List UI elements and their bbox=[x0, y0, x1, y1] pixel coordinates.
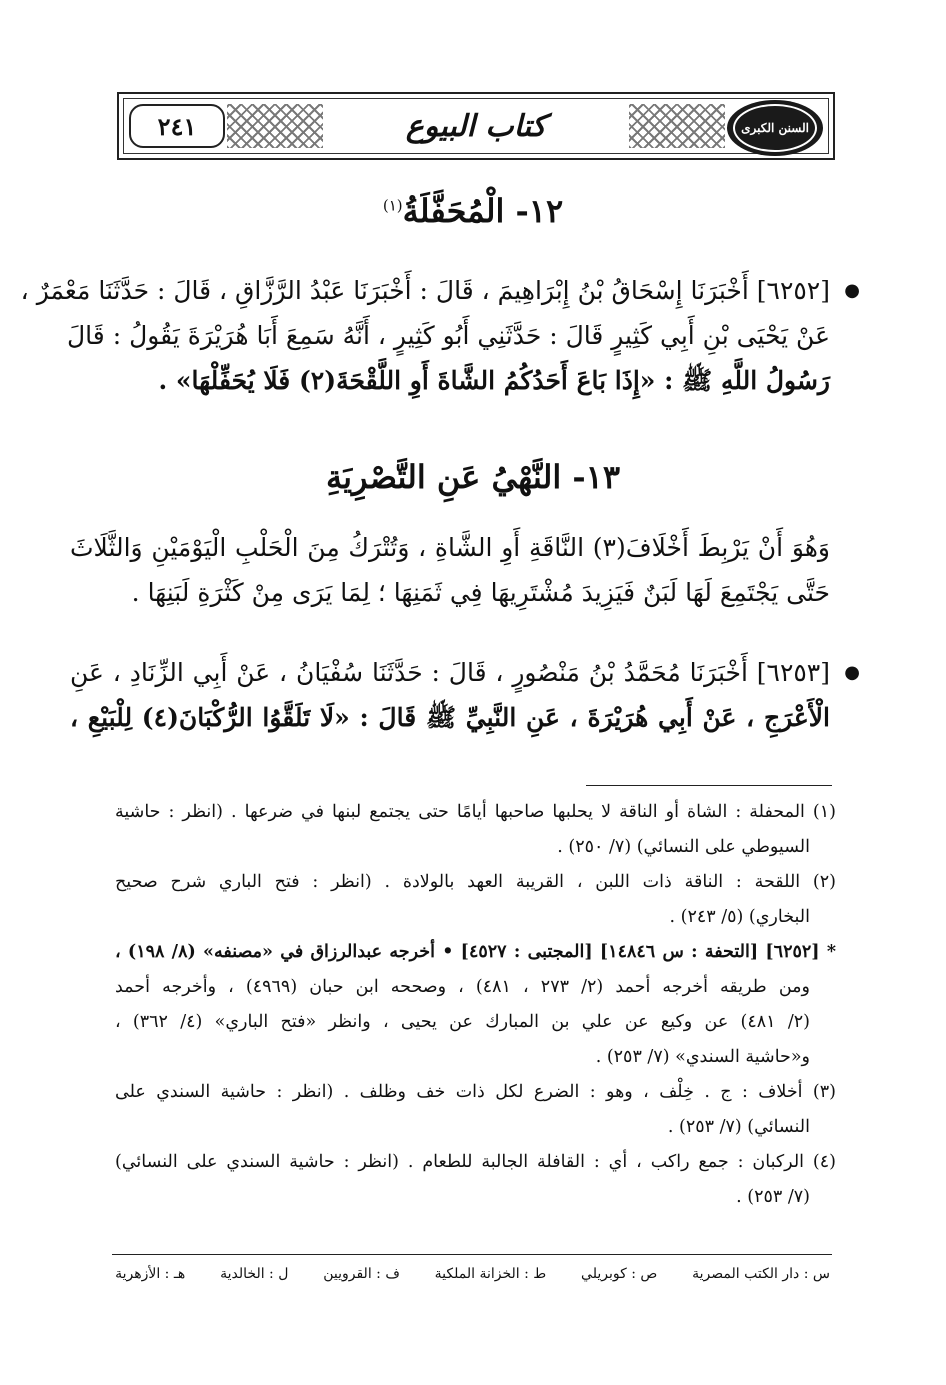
siglum: ل : الخالدية bbox=[220, 1266, 289, 1282]
text-line: [٦٢٥٣] أَخْبَرَنَا مُحَمَّدُ بْنُ مَنْصُورٍ ، قَالَ : حَدَّثَنَا سُفْيَانُ ، عَنْ أَبِي الزِّنَادِ ، عَنِ bbox=[70, 658, 830, 687]
footnotes bbox=[115, 795, 836, 1215]
takhrij-note-6252 bbox=[115, 935, 836, 1075]
footnote-1 bbox=[115, 795, 836, 865]
bullet-icon: ● bbox=[844, 280, 860, 301]
section-heading-13 bbox=[0, 458, 946, 496]
footnote-3 bbox=[115, 1075, 836, 1145]
footnote-line: (٣) أخلاف : ج . خِلْف ، وهو : الضرع لكل ذات خف وظلف . (انظر : حاشية السندي على bbox=[115, 1082, 836, 1102]
footnote-line: (٢/ ٤٨١) عن وكيع عن علي بن المبارك عن يحيى ، وانظر «فتح الباري» (٤/ ٣٦٢) ، bbox=[115, 1012, 810, 1032]
footnote-line: (٧/ ٢٥٣) . bbox=[736, 1187, 810, 1207]
footnote-line: البخاري) (٥/ ٢٤٣) . bbox=[669, 907, 810, 927]
page-header bbox=[117, 92, 835, 160]
siglum: ط : الخزانة الملكية bbox=[434, 1266, 547, 1282]
footnote-line: السيوطي على النسائي) (٧/ ٢٥٠) . bbox=[557, 837, 810, 857]
section-title: ١٣- النَّهْيُ عَنِ التَّصْرِيَةِ bbox=[325, 458, 620, 496]
text-line: رَسُولُ اللَّهِ ﷺ : «إِذَا بَاعَ أَحَدُكُمُ الشَّاةَ أَوِ اللَّقْحَةَ(٢) فَلَا يُحَفِّلْهَا» . bbox=[158, 366, 830, 395]
footnote-2 bbox=[115, 865, 836, 935]
text-line: وَهُوَ أَنْ يَرْبِطَ أَخْلَافَ(٣) النَّاقَةِ أَوِ الشَّاةِ ، وَتُتْرَكُ مِنَ الْحَلْبِ الْيَوْمَيْنِ وَالثَّلَاثَ bbox=[70, 533, 830, 562]
footnote-line: النسائي) (٧/ ٢٥٣) . bbox=[667, 1117, 810, 1137]
text-line: الْأَعْرَجِ ، عَنْ أَبِي هُرَيْرَةَ ، عَنِ النَّبِيِّ ﷺ قَالَ : «لَا تَلَقَّوُا الرُّكْبَانَ(٤) لِلْبَيْعِ ، bbox=[70, 703, 831, 732]
text-line: عَنْ يَحْيَى بْنِ أَبِي كَثِيرٍ قَالَ : حَدَّثَنِي أَبُو كَثِيرٍ ، أَنَّهُ سَمِعَ أَبَا هُرَيْرَةَ يَقُولُ : قَالَ bbox=[67, 321, 830, 350]
ornament-right bbox=[629, 104, 725, 148]
section-title: ١٢- الْمُحَفَّلَةُ bbox=[402, 192, 564, 230]
page-number: ٢٤١ bbox=[157, 111, 197, 141]
manuscript-sigla bbox=[115, 1266, 830, 1282]
explanation-paragraph bbox=[70, 525, 830, 615]
seal-text: السنن الكبرى bbox=[733, 104, 817, 152]
footnote-line: (٤) الركبان : جمع راكب ، أي : القافلة الجالبة للطعام . (انظر : حاشية السندي على النسائي) bbox=[115, 1152, 836, 1172]
siglum: ف : القرويين bbox=[323, 1266, 400, 1282]
sigla-separator bbox=[112, 1254, 832, 1255]
footnote-line: (٢) اللقحة : الناقة ذات اللبن ، القريبة العهد بالولادة . (انظر : فتح الباري شرح صحيح bbox=[115, 872, 836, 892]
footnote-4 bbox=[115, 1145, 836, 1215]
footnote-line: * [٦٢٥٢] [التحفة : س ١٤٨٤٦] [المجتبى : ٤٥٢٧] • أخرجه عبدالرزاق في «مصنفه» (٨/ ١٩٨) ، bbox=[115, 942, 836, 962]
ornament-left bbox=[227, 104, 323, 148]
hadith-6252 bbox=[20, 268, 860, 403]
text-line: [٦٢٥٢] أَخْبَرَنَا إِسْحَاقُ بْنُ إِبْرَاهِيمَ ، قَالَ : أَخْبَرَنَا عَبْدُ الرَّزَّاقِ ، قَالَ : حَدَّثَنَا مَعْمَرٌ ، bbox=[20, 276, 830, 305]
siglum: س : دار الكتب المصرية bbox=[692, 1266, 830, 1282]
text-line: حَتَّى يَجْتَمِعَ لَهَا لَبَنٌ فَيَزِيدَ مُشْتَرِيهَا فِي ثَمَنِهَا ؛ لِمَا يَرَى مِنْ كَثْرَةِ لَبَنِهَا . bbox=[131, 578, 830, 607]
section-heading-12 bbox=[0, 192, 946, 230]
book-title: كتاب البيوع bbox=[405, 108, 547, 144]
page-number-box bbox=[129, 104, 225, 148]
hadith-6253 bbox=[70, 650, 860, 740]
siglum: هـ : الأزهرية bbox=[115, 1266, 186, 1282]
footnote-line: (١) المحفلة : الشاة أو الناقة لا يحلبها صاحبها أيامًا حتى يجتمع لبنها في ضرعها . (انظر : حاشية bbox=[115, 802, 836, 822]
footnote-line: و«حاشية السندي» (٧/ ٢٥٣) . bbox=[595, 1047, 810, 1067]
bullet-icon: ● bbox=[844, 662, 860, 683]
footnote-separator bbox=[586, 785, 832, 786]
siglum: ص : كوبريلي bbox=[581, 1266, 658, 1282]
footnote-line: ومن طريقه أخرجه أحمد (٢/ ٢٧٣ ، ٤٨١) ، وصححه ابن حبان (٤٩٦٩) ، وأخرجه أحمد bbox=[115, 977, 810, 997]
footnote-marker: (١) bbox=[382, 196, 403, 215]
series-seal-logo bbox=[727, 100, 823, 156]
